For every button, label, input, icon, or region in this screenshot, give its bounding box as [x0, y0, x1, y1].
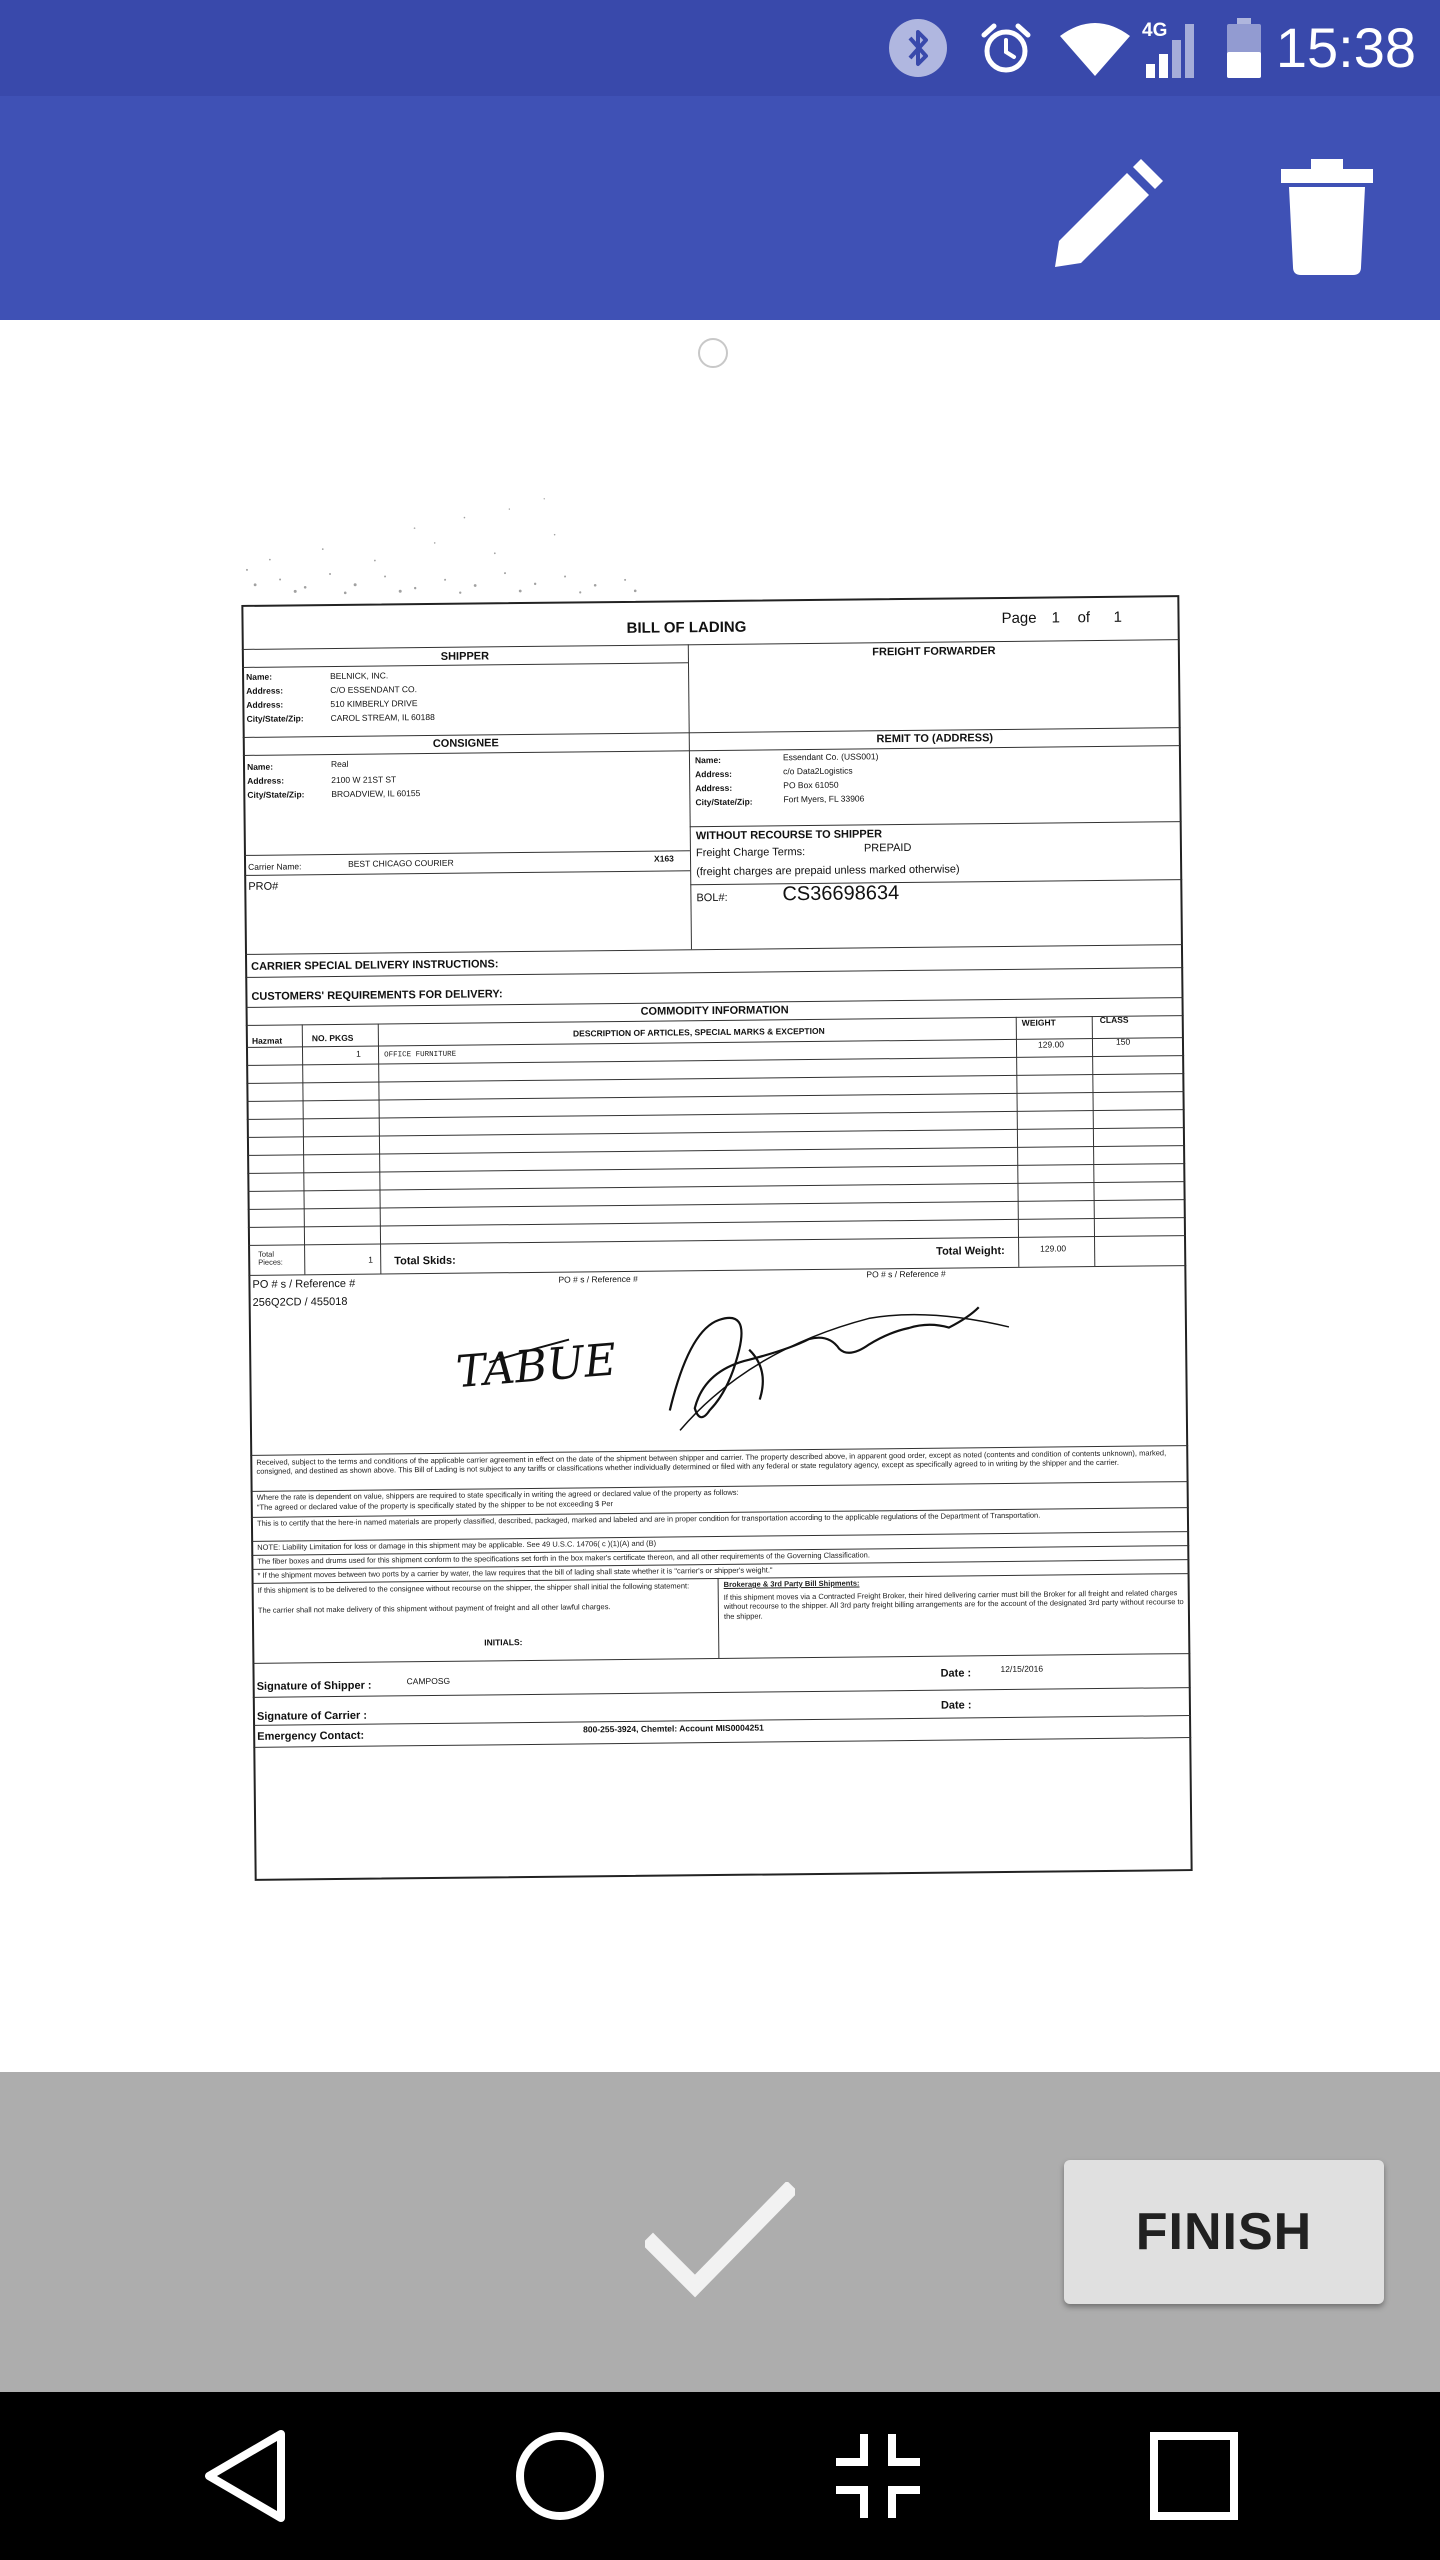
total-skids-label: Total Skids:	[394, 1254, 456, 1268]
freight-note: (freight charges are prepaid unless marked otherwise)	[696, 863, 960, 879]
freight-forwarder-heading: FREIGHT FORWARDER	[872, 645, 996, 659]
legal-text: If this shipment is to be delivered to the consignee without recourse on the shipper, the shipper shall initial the following statement:	[257, 1581, 690, 1595]
po-label-2: PO # s / Reference #	[558, 1273, 638, 1285]
shipper-address-label: Address:	[246, 685, 284, 696]
col-description: DESCRIPTION OF ARTICLES, SPECIAL MARKS & EXCEPTION	[572, 1025, 825, 1039]
carrier-instructions-label: CARRIER SPECIAL DELIVERY INSTRUCTIONS:	[251, 958, 499, 973]
consignee-address: 2100 W 21ST ST	[331, 774, 397, 786]
recents-icon	[1144, 2426, 1244, 2526]
handwritten-signature	[449, 1287, 1031, 1443]
total-pieces-label: Total Pieces:	[258, 1249, 283, 1268]
svg-text:4G: 4G	[1142, 20, 1168, 41]
remit-address-label: Address:	[695, 768, 733, 780]
page-total: 1	[1113, 608, 1122, 626]
remit-address: c/o Data2Logistics	[783, 765, 853, 777]
remit-name-label: Name:	[694, 754, 722, 766]
edit-button[interactable]	[1040, 152, 1170, 282]
status-bar	[0, 0, 1440, 96]
back-button[interactable]	[176, 2416, 316, 2536]
shipper-name-label: Name:	[246, 671, 273, 682]
legal-text: This is to certify that the here-in named materials are properly classified, described, packaged, marked and labeled and are in proper condition for transportation according to the applicable regulations of the Department of Transportation.	[256, 1510, 1041, 1528]
home-button[interactable]	[490, 2416, 630, 2536]
navigation-bar	[0, 2392, 1440, 2560]
shipper-heading: SHIPPER	[440, 650, 490, 663]
edit-icon	[1045, 157, 1165, 277]
consignee-city-label: City/State/Zip:	[247, 789, 305, 800]
bottom-action-bar	[0, 2072, 1440, 2392]
carrier-label: Carrier Name:	[248, 861, 302, 872]
col-hazmat: Hazmat	[251, 1035, 283, 1046]
customer-requirements-label: CUSTOMERS' REQUIREMENTS FOR DELIVERY:	[251, 988, 503, 1003]
brokerage-text: If this shipment moves via a Contracted Freight Broker, their hired delivering carrier must bill the Broker for all freight and related charges without recourse to the shipper. All 3rd party freight billing arrangements are for the account of the designated 3rd party without recourse to the shipper.	[723, 1588, 1184, 1621]
collapse-button[interactable]	[808, 2416, 948, 2536]
wifi-icon	[1056, 14, 1134, 82]
battery-icon	[1222, 14, 1266, 82]
consignee-city: BROADVIEW, IL 60155	[331, 788, 421, 800]
shipper-city-label: City/State/Zip:	[246, 713, 304, 724]
date-label-1: Date :	[940, 1667, 972, 1680]
date-value: 12/15/2016	[1000, 1663, 1044, 1675]
total-weight-value: 129.00	[1040, 1243, 1067, 1254]
legal-text: The carrier shall not make delivery of this shipment without payment of freight and all other lawful charges.	[257, 1602, 611, 1615]
svg-text:TABUE: TABUE	[454, 1334, 619, 1399]
document-title: BILL OF LADING	[626, 618, 747, 637]
consignee-address-label: Address:	[247, 775, 285, 786]
legal-text: Received, subject to the terms and conditions of the applicable carrier agreement in effect on the date of the shipment between shipper and carrier. The property described above, in apparent good order, except as noted (contents and condition of contents unknown), marked, consigned, and destined as shown above. This Bill of Lading is not subject to any tariffs or classifications whether individually determined or filed with any federal or state regulatory agency, except as specifically agreed to in writing by the shipper and the carrier.	[256, 1448, 1167, 1477]
shipper-address2-label: Address:	[246, 699, 284, 710]
total-weight-label: Total Weight:	[936, 1244, 1005, 1258]
carrier-signature-label: Signature of Carrier :	[256, 1709, 368, 1723]
freight-terms-value: PREPAID	[863, 841, 912, 855]
date-label-2: Date :	[940, 1699, 972, 1712]
delete-button[interactable]	[1262, 152, 1392, 282]
legal-text: Where the rate is dependent on value, shippers are required to state specifically in writing the agreed or declared value of the property as follows:	[256, 1487, 739, 1502]
shipper-signature-label: Signature of Shipper :	[256, 1679, 372, 1693]
po-value: 256Q2CD / 455018	[252, 1295, 348, 1309]
row-weight: 129.00	[1037, 1039, 1065, 1050]
pro-label: PRO#	[248, 880, 279, 893]
row-description: OFFICE FURNITURE	[384, 1050, 457, 1060]
remit-address2: PO Box 61050	[783, 779, 839, 791]
shipper-name: BELNICK, INC.	[330, 670, 389, 682]
col-pkgs: NO. PKGS	[311, 1032, 354, 1044]
col-class: CLASS	[1099, 1014, 1129, 1025]
remit-city-label: City/State/Zip:	[695, 796, 753, 808]
page-of-label: of	[1077, 609, 1091, 627]
row-pkgs: 1	[355, 1048, 361, 1059]
consignee-name-label: Name:	[246, 761, 274, 772]
app-bar	[0, 96, 1440, 320]
confirm-button[interactable]	[640, 2172, 800, 2312]
po-label-1: PO # s / Reference #	[252, 1277, 356, 1291]
remit-city: Fort Myers, FL 33906	[783, 793, 865, 805]
consignee-name: Real	[330, 758, 349, 770]
check-icon	[645, 2182, 795, 2302]
bluetooth-icon	[886, 14, 950, 82]
back-icon	[201, 2426, 291, 2526]
freight-terms-label: Freight Charge Terms:	[695, 846, 806, 860]
bol-label: BOL#:	[696, 891, 728, 905]
legal-text: The fiber boxes and drums used for this shipment conform to the specifications set forth in the box maker's certificate thereon, and all other requirements of the Governing Classification.	[257, 1550, 870, 1566]
page-label: Page	[1001, 609, 1037, 627]
emergency-label: Emergency Contact:	[257, 1729, 365, 1743]
scroll-indicator	[698, 338, 728, 368]
total-pieces-value: 1	[368, 1254, 373, 1265]
commodity-heading: COMMODITY INFORMATION	[640, 1004, 789, 1018]
collapse-icon	[828, 2426, 928, 2526]
remit-address2-label: Address:	[695, 782, 733, 794]
status-time: 15:38	[1275, 16, 1416, 79]
finish-button[interactable]: FINISH	[1064, 2160, 1384, 2304]
remit-name: Essendant Co. (USS001)	[782, 751, 879, 763]
alarm-icon	[974, 14, 1038, 82]
initials-label: INITIALS:	[484, 1637, 523, 1648]
shipper-city: CAROL STREAM, IL 60188	[330, 711, 435, 724]
home-icon	[510, 2426, 610, 2526]
carrier-name: BEST CHICAGO COURIER	[348, 857, 454, 869]
col-weight: WEIGHT	[1021, 1017, 1056, 1028]
legal-text: "The agreed or declared value of the property is specifically stated by the shipper to be not exceeding $ Per	[256, 1499, 614, 1512]
shipper-signature-value: CAMPOSG	[406, 1675, 451, 1687]
carrier-code: X163	[653, 853, 674, 864]
row-class: 150	[1115, 1036, 1131, 1047]
recents-button[interactable]	[1124, 2416, 1264, 2536]
without-recourse: WITHOUT RECOURSE TO SHIPPER	[695, 828, 883, 843]
scanned-document	[241, 595, 1192, 1881]
shipper-address: C/O ESSENDANT CO.	[330, 684, 418, 696]
consignee-heading: CONSIGNEE	[432, 737, 499, 750]
scan-noise	[234, 485, 675, 600]
delete-icon	[1277, 157, 1377, 277]
po-label-3: PO # s / Reference #	[866, 1268, 946, 1280]
brokerage-heading: Brokerage & 3rd Party Bill Shipments:	[723, 1578, 860, 1589]
legal-text: NOTE: Liability Limitation for loss or damage in this shipment may be applicable. See 49 U.S.C. 14706( c )(1)(A) and (B)	[257, 1538, 657, 1552]
emergency-value: 800-255-3924, Chemtel: Account MIS0004251	[583, 1722, 764, 1735]
page-number: 1	[1051, 609, 1060, 627]
signal-icon	[1140, 14, 1208, 82]
legal-text: * If the shipment moves between two ports by a carrier by water, the law requires that the bill of lading shall state whether it is "carrier's or shipper's weight."	[257, 1565, 773, 1580]
bol-number: CS36698634	[782, 882, 900, 906]
shipper-address2: 510 KIMBERLY DRIVE	[330, 698, 418, 710]
remit-to-heading: REMIT TO (ADDRESS)	[876, 732, 994, 746]
